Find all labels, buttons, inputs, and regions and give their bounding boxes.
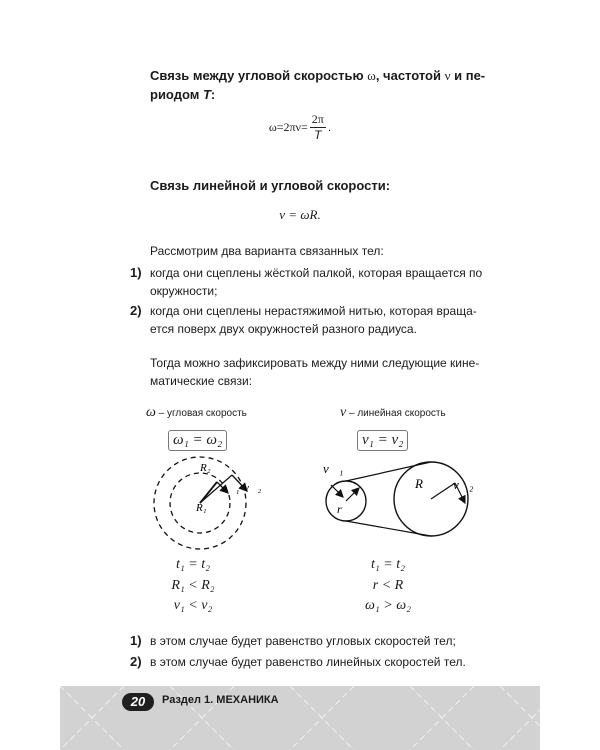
heading-text: Связь линейной и угловой скорости [150,178,386,193]
list-number: 2) [130,303,142,318]
heading-text: , частотой [375,68,441,83]
list-item [130,302,495,338]
relation-right-1: t₁ = t₂ [371,557,405,572]
fraction-denominator: T [314,128,322,142]
label-v2: v⃗₂ [244,482,262,494]
intro-paragraph: Рассмотрим два варианта связанных тел: [150,244,384,258]
label-r2: R₂ [200,462,211,474]
formula-end: . [327,120,332,134]
belt-bottom [346,521,431,536]
equality-box-v: v₁ = v₂ [357,430,408,451]
relation-left-3: v₁ < v₂ [173,598,213,613]
relation-left-1: t₁ = t₂ [176,557,210,572]
label-v2: v⃗₂ [453,477,474,492]
conclusion-item [130,653,495,671]
list-text: когда они сцеплены нерастяжимой нитью, которая враща-ется поверх двух окружностей разного радиуса. [150,304,477,336]
velocity-v1-arrow [331,485,343,497]
conclusion-item [130,632,495,650]
omega-symbol: ω [146,405,156,420]
label-r1: R₁ [196,502,207,514]
page-number-badge: 20 [122,693,154,711]
list-number: 1) [130,633,142,648]
fraction [310,112,326,142]
page-footer [60,686,540,750]
belt-circles-diagram [315,455,485,545]
label-r: r [337,502,342,516]
caption-text: – угловая скорость [155,408,247,419]
list-text: когда они сцеплены жёсткой палкой, которая вращается по окружности; [150,266,483,298]
radius-r-arrow [346,488,359,501]
relation-left-2: R₁ < R₂ [171,578,215,593]
section-heading-linear-angular [150,176,490,195]
nu-symbol: ν [444,68,451,83]
caption-angular [146,405,247,421]
radius-r1-line [200,482,217,503]
list-text: в этом случае будет равенство угловых скоростей тел; [150,634,456,648]
formula-v: v = ωR. [279,207,321,222]
omega-symbol: ω [367,68,376,83]
heading-text: Связь между угловой скоростью [150,68,364,83]
relation-right-2: r < R [372,578,404,593]
heading-text: риодом [150,87,200,102]
equality-box-omega: ω₁ = ω₂ [168,430,227,451]
section-heading-frequency [150,66,490,104]
label-R: R [415,476,423,491]
label-v1: v⃗₁ [323,461,344,476]
list-number: 2) [130,654,142,669]
concentric-circles-diagram [140,455,270,555]
caption-linear [340,405,446,421]
then-paragraph: Тогда можно зафиксировать между ними следующие кине-матические связи: [150,356,480,388]
list-text: в этом случае будет равенство линейных скоростей тел. [150,655,466,669]
heading-text: и пе- [454,68,486,83]
period-symbol: T [202,87,211,102]
list-number: 1) [130,265,142,280]
v-symbol: v [340,405,347,420]
list-item [130,264,495,300]
heading-text: : [210,87,216,102]
radius-R-line [431,483,455,499]
fraction-numerator: 2π [311,112,324,126]
relation-right-3: ω₁ > ω₂ [365,598,411,613]
label-v1: v⃗₁ [222,483,240,495]
formula-omega [0,112,600,142]
section-title: Раздел 1. МЕХАНИКА [162,694,279,706]
formula-lhs: ω=2πν= [268,119,308,134]
caption-text: – линейная скорость [346,408,446,419]
heading-text: : [385,178,391,193]
